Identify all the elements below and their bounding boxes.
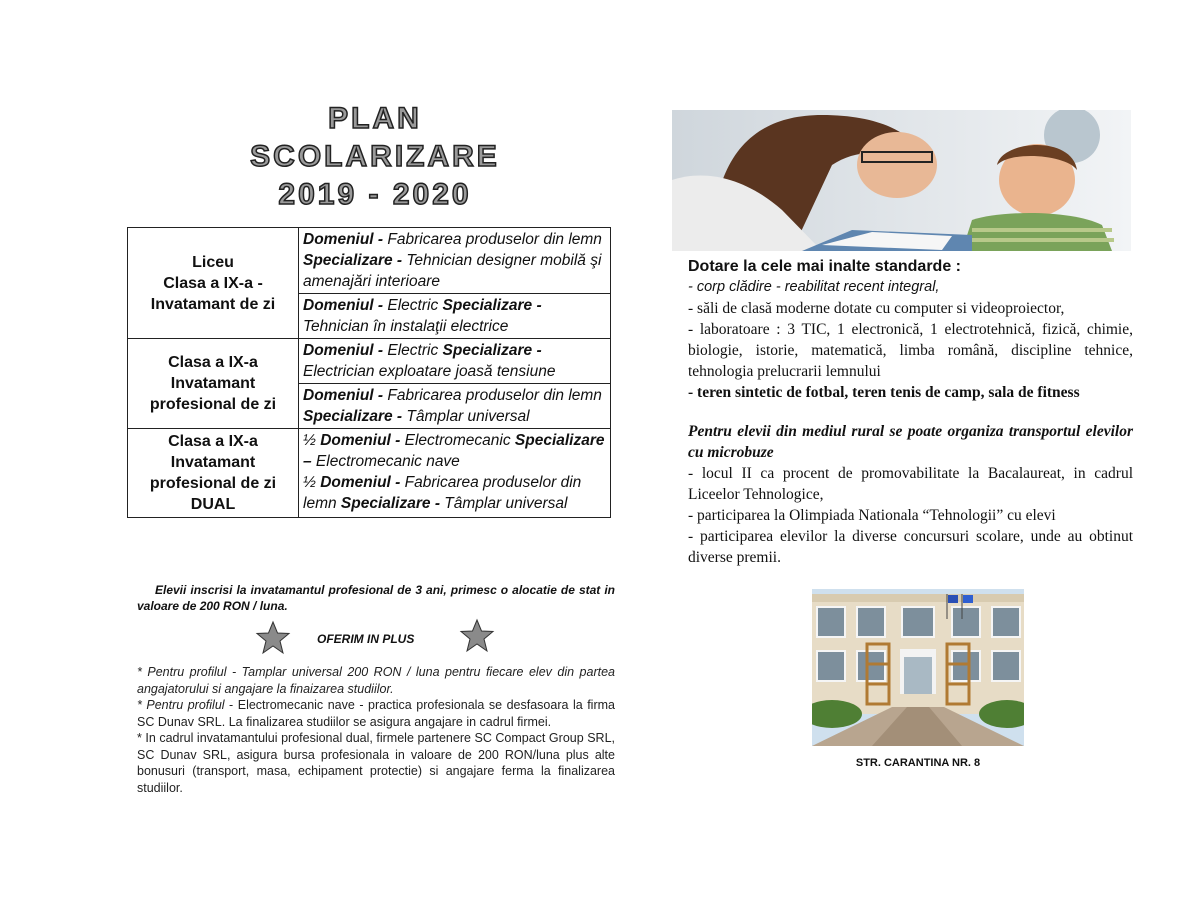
facility-item: - teren sintetic de fotbal, teren tenis de camp, sala de fitness — [688, 384, 1080, 401]
achievement-item: - participarea elevilor la diverse concursuri scolare, unde au obtinut diverse premii. — [688, 528, 1133, 566]
facility-item: - corp clădire - reabilitat recent integral, — [688, 279, 940, 295]
domain-cell: Domeniul - Electric Specializare - Electrician exploatare joasă tensiune — [299, 339, 611, 384]
level-line: profesional de zi — [149, 475, 277, 492]
teacher-student-photo — [672, 110, 1131, 251]
star-icon — [459, 618, 495, 654]
star-icon — [255, 620, 291, 656]
level-line: Clasa a IX-a — [168, 354, 258, 371]
offer-label: OFERIM IN PLUS — [317, 632, 415, 646]
school-address: STR. CARANTINA NR. 8 — [855, 757, 981, 769]
title-line-3: 2019 - 2020 — [278, 178, 472, 211]
offer-notes — [137, 664, 615, 796]
level-line: Invatamant — [170, 375, 256, 392]
table-row — [128, 429, 611, 518]
school-building-photo — [812, 589, 1024, 746]
domain-cell: Domeniul - Electric Specializare - Tehnician în instalaţii electrice — [299, 294, 611, 339]
dual-entry: ½ Domeniul - Electromecanic Specializare – Electromecanic nave — [303, 432, 605, 470]
level-cell — [128, 339, 299, 429]
offer-note-3: * In cadrul invatamantului profesional dual, firmele partenere SC Compact Group SRL, SC Dunav SRL, asigura bursa profesionala in valoare de 200 RON/luna plus alte bonusuri (transport, masa, echipament protectie) si angajare ferma la finalizarea studiilor. — [137, 731, 615, 795]
achievement-item: - locul II ca procent de promovabilitate la Bacalaureat, in cadrul Liceelor Tehnologice, — [688, 465, 1133, 503]
offer-note-1: * Pentru profilul - Tamplar universal 200 RON / luna pentru fiecare elev din partea angajatorului si angajare la finaizarea studiilor. — [137, 665, 615, 696]
level-line: DUAL — [190, 496, 236, 513]
level-cell — [128, 228, 299, 339]
facility-item: - săli de clasă moderne dotate cu computer si videoproiector, — [688, 300, 1065, 317]
page-title — [160, 100, 590, 214]
offer-note-2: * Pentru profilul - Electromecanic nave - practica profesionala se desfasoara la firma SC Dunav SRL. La finalizarea studiilor se asigura angajare in cadrul firmei. — [137, 698, 615, 729]
domain-cell: Domeniul - Fabricarea produselor din lemn Specializare - Tâmplar universal — [299, 384, 611, 429]
achievement-item: - participarea la Olimpiada Nationala “Tehnologii” cu elevi — [688, 507, 1056, 524]
dual-entry: ½ Domeniul - Fabricarea produselor din lemn Specializare - Tâmplar universal — [303, 474, 582, 512]
level-line: Liceu — [192, 253, 234, 271]
stipend-note: Elevii inscrisi la invatamantul profesional de 3 ani, primesc o alocatie de stat in valoare de 200 RON / luna. — [137, 583, 615, 613]
level-line: Invatamant — [170, 454, 256, 471]
table-row — [128, 228, 611, 294]
title-line-1: PLAN — [328, 102, 422, 135]
facilities-section — [688, 258, 1133, 568]
table-row — [128, 339, 611, 384]
domain-cell — [299, 429, 611, 518]
facilities-heading: Dotare la cele mai inalte standarde : — [688, 258, 961, 275]
level-line: Clasa a IX-a — [168, 433, 258, 450]
level-line: Invatamant de zi — [150, 295, 276, 313]
plan-table — [127, 227, 611, 518]
domain-cell: Domeniul - Fabricarea produselor din lemn Specializare - Tehnician designer mobilă şi amenajări interioare — [299, 228, 611, 294]
title-line-2: SCOLARIZARE — [250, 140, 500, 173]
offer-banner — [255, 620, 505, 660]
facility-item: - laboratoare : 3 TIC, 1 electronică, 1 electrotehnică, fizică, chimie, biologie, istorie, matematică, limba română, discipline tehnice, tehnologia prelucrarii lemnului — [688, 321, 1133, 380]
level-line: Clasa a IX-a - — [163, 274, 263, 292]
level-cell — [128, 429, 299, 518]
rural-heading: Pentru elevii din mediul rural se poate organiza transportul elevilor cu microbuze — [688, 423, 1133, 461]
level-line: profesional de zi — [149, 396, 277, 413]
